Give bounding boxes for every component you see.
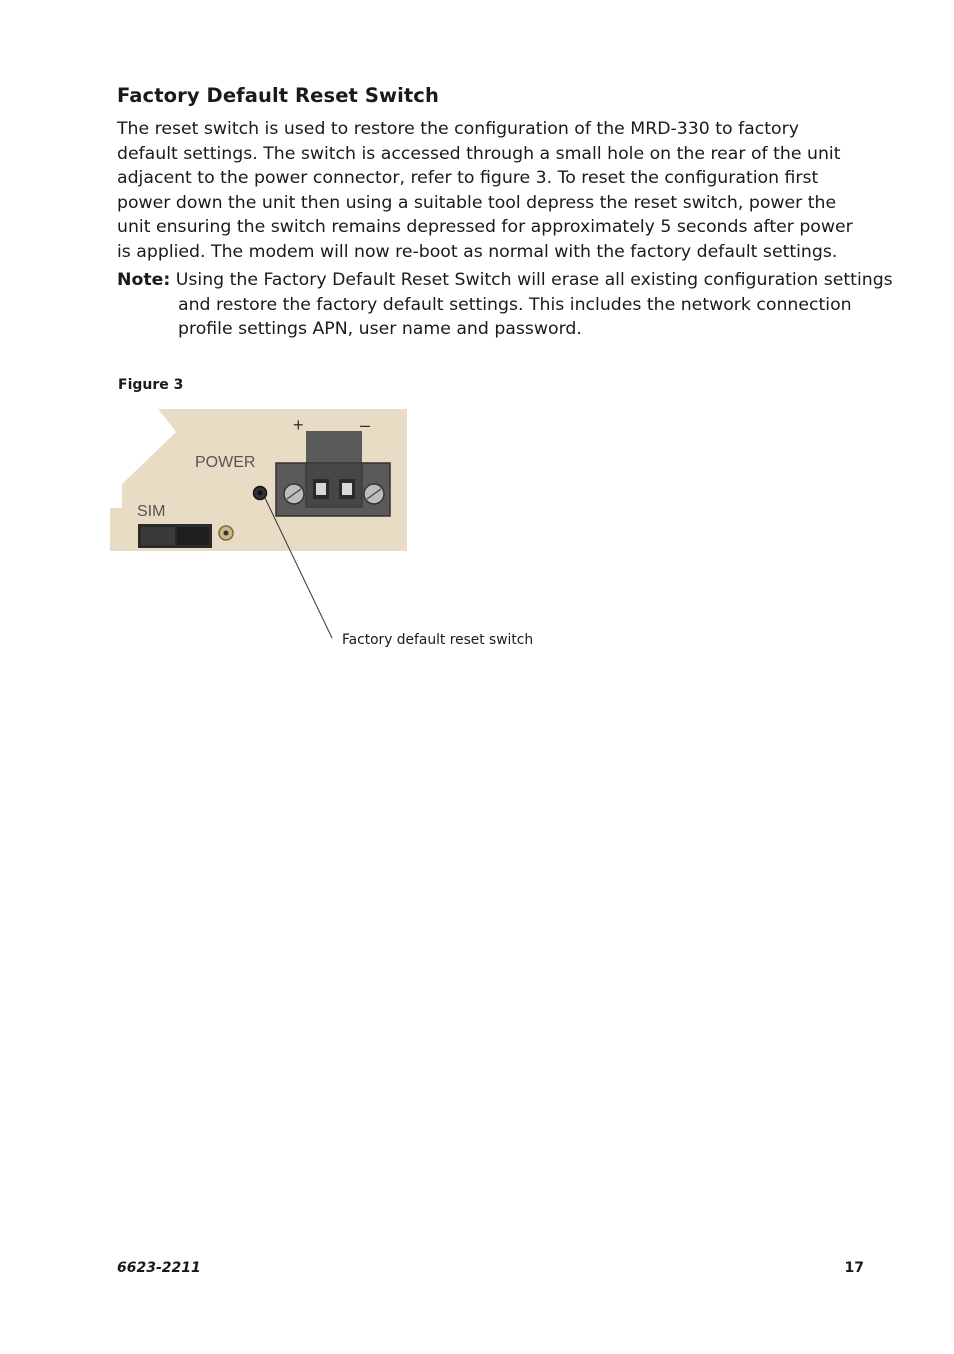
note-text: Using the Factory Default Reset Switch will erase all existing configuration settings and restore the factory default settings. This includes the network connection profile settings APN, user name and password. <box>175 270 893 339</box>
sim-eject-dot <box>224 531 229 536</box>
sim-slot-inner <box>141 527 175 545</box>
figure-callout: Factory default reset switch <box>342 632 534 648</box>
sim-label: SIM <box>137 503 166 520</box>
sim-slot-inner <box>177 527 209 545</box>
footer-page-number: 17 <box>844 1260 864 1276</box>
figure-3-illustration <box>110 400 530 660</box>
plus-label: + <box>293 415 304 435</box>
power-connector-top <box>306 431 362 464</box>
body-paragraph: The reset switch is used to restore the configuration of the MRD-330 to factory default settings. The switch is accessed through a small hole on the rear of the unit adjacent to the power connector, refer to figure 3. To reset the configuration first power down the unit then using a suitable tool depress the reset switch, power the unit ensuring the switch remains depressed for approximately 5 seconds after power is applied. The modem will now re-boot as normal with the factory default settings. <box>117 119 853 262</box>
reset-switch-center <box>258 491 263 496</box>
terminal-slot-left-face <box>316 483 326 495</box>
section-title: Factory Default Reset Switch <box>117 84 439 107</box>
figure-label: Figure 3 <box>118 377 184 393</box>
terminal-slot-right-face <box>342 483 352 495</box>
note-label: Note: <box>117 270 171 290</box>
power-label: POWER <box>195 454 256 471</box>
minus-label: – <box>360 415 371 435</box>
footer-doc-number: 6623-2211 <box>117 1260 201 1276</box>
note-block <box>117 268 898 342</box>
